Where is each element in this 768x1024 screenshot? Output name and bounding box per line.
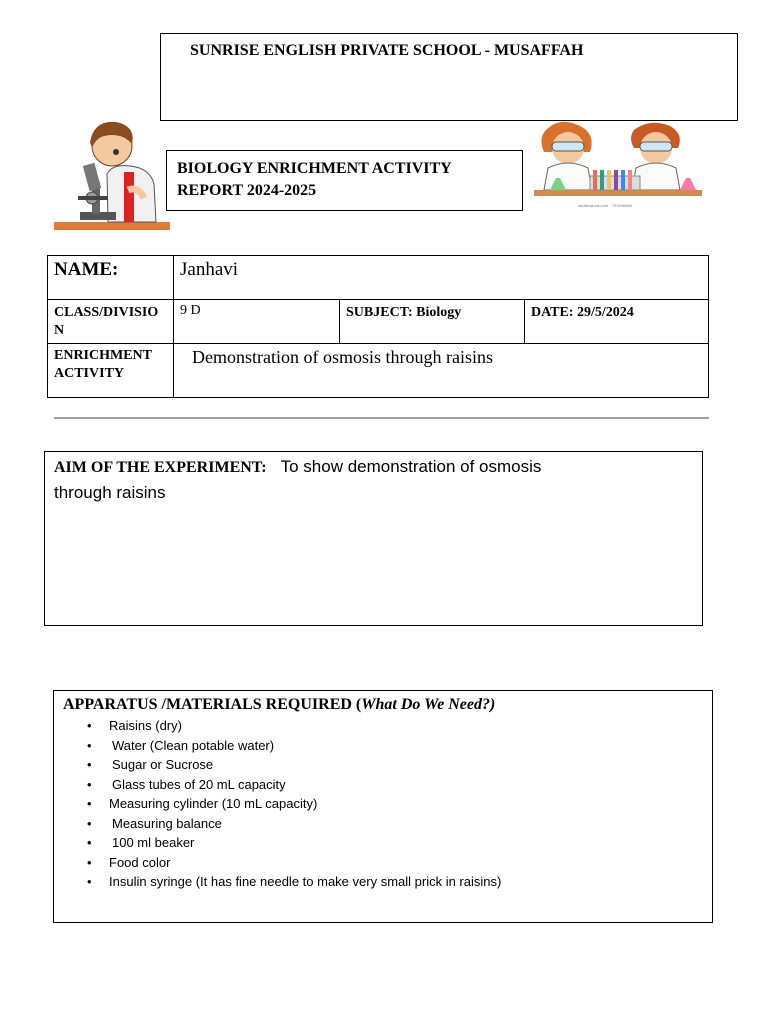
list-item: • 100 ml beaker — [109, 833, 703, 853]
list-item: • Measuring cylinder (10 mL capacity) — [109, 794, 703, 814]
report-title-line1: BIOLOGY ENRICHMENT ACTIVITY — [177, 160, 452, 177]
list-item: • Water (Clean potable water) — [109, 736, 703, 756]
report-title-box — [166, 150, 523, 211]
list-item: • Raisins (dry) — [109, 716, 703, 736]
activity-value: Demonstration of osmosis through raisins — [192, 347, 493, 367]
aim-text-line1: To show demonstration of osmosis — [280, 457, 542, 476]
list-item: • Sugar or Sucrose — [109, 755, 703, 775]
name-value: Janhavi — [180, 259, 239, 280]
aim-label: AIM OF THE EXPERIMENT: — [54, 459, 267, 476]
activity-value-cell — [174, 344, 709, 398]
school-name: SUNRISE ENGLISH PRIVATE SCHOOL - MUSAFFAH — [190, 42, 584, 59]
apparatus-box — [53, 690, 713, 923]
list-item: • Food color — [109, 853, 703, 873]
apparatus-heading-text: APPARATUS /MATERIALS REQUIRED ( — [63, 696, 362, 713]
name-label: NAME: — [54, 259, 119, 280]
class-label: CLASS/DIVISIO N — [54, 305, 159, 338]
subject-value: SUBJECT: Biology — [346, 305, 462, 320]
image-caption: shutterstock.com · 703406586 — [578, 203, 632, 208]
report-title-line2: REPORT 2024-2025 — [177, 182, 317, 199]
class-value-cell — [174, 300, 340, 344]
date-value: DATE: 29/5/2024 — [531, 305, 634, 320]
name-label-cell — [48, 256, 174, 300]
aim-box — [44, 451, 703, 626]
section-divider — [54, 417, 709, 419]
class-value: 9 D — [180, 303, 201, 318]
list-item: • Glass tubes of 20 mL capacity — [109, 775, 703, 795]
name-value-cell — [174, 256, 709, 300]
school-header-box — [160, 33, 738, 121]
student-info-table — [47, 255, 709, 398]
lab-students-illustration — [530, 118, 708, 210]
list-item: • Insulin syringe (It has fine needle to make very small prick in raisins) — [109, 872, 703, 892]
activity-label: ENRICHMENT ACTIVITY — [54, 348, 152, 381]
apparatus-list — [63, 716, 703, 892]
activity-label-cell — [48, 344, 174, 398]
subject-cell — [340, 300, 525, 344]
list-item: • Measuring balance — [109, 814, 703, 834]
date-cell — [525, 300, 709, 344]
aim-text-line2: through raisins — [54, 483, 166, 502]
apparatus-heading-italic: What Do We Need?) — [361, 696, 496, 713]
microscope-student-illustration — [52, 112, 172, 234]
class-label-cell — [48, 300, 174, 344]
apparatus-heading — [63, 696, 703, 714]
